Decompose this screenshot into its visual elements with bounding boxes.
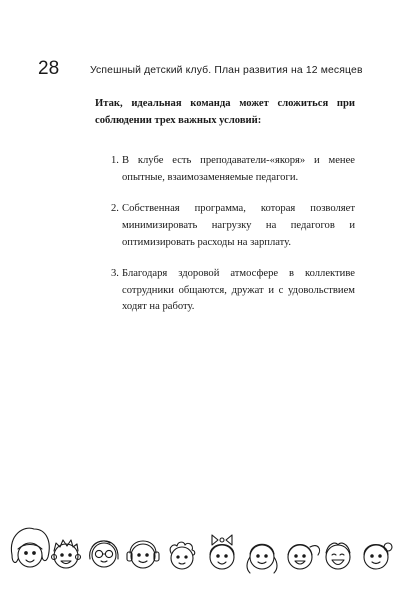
item-text: В клубе есть преподаватели-«якоря» и менее опытные, взаимозаменяемые педагоги.: [122, 155, 355, 183]
child-face-icon: [364, 543, 392, 569]
child-face-icon: [90, 541, 118, 567]
item-number: 3.: [111, 268, 119, 280]
conditions-list: [95, 153, 355, 316]
list-item: [111, 266, 355, 316]
item-number: 1.: [111, 155, 119, 167]
children-faces-decoration: [0, 515, 403, 580]
child-face-icon: [210, 535, 234, 569]
child-face-icon: [170, 542, 195, 569]
page-number: 28: [38, 58, 60, 79]
child-face-icon: [288, 545, 320, 570]
item-text: Собственная программа, которая позволяет минимизировать нагрузку на педагогов и оптимизировать расходы на зарплату.: [122, 203, 355, 248]
list-item: [111, 153, 355, 186]
child-face-icon: [11, 528, 49, 567]
child-face-icon: [247, 544, 277, 573]
child-face-icon: [52, 540, 81, 568]
child-face-icon: [127, 541, 159, 568]
intro-paragraph: Итак, идеальная команда может сложиться при соблюдении трех важных условий:: [95, 98, 355, 126]
main-text: [95, 96, 355, 331]
child-face-icon: [326, 543, 350, 569]
page-header: [38, 58, 383, 84]
running-head: Успешный детский клуб. План развития на 12 месяцев: [90, 65, 363, 76]
list-item: [111, 201, 355, 251]
item-text: Благодаря здоровой атмосфере в коллективе сотрудники общаются, дружат и с удовольствием ходят на работу.: [122, 268, 355, 313]
item-number: 2.: [111, 203, 119, 215]
